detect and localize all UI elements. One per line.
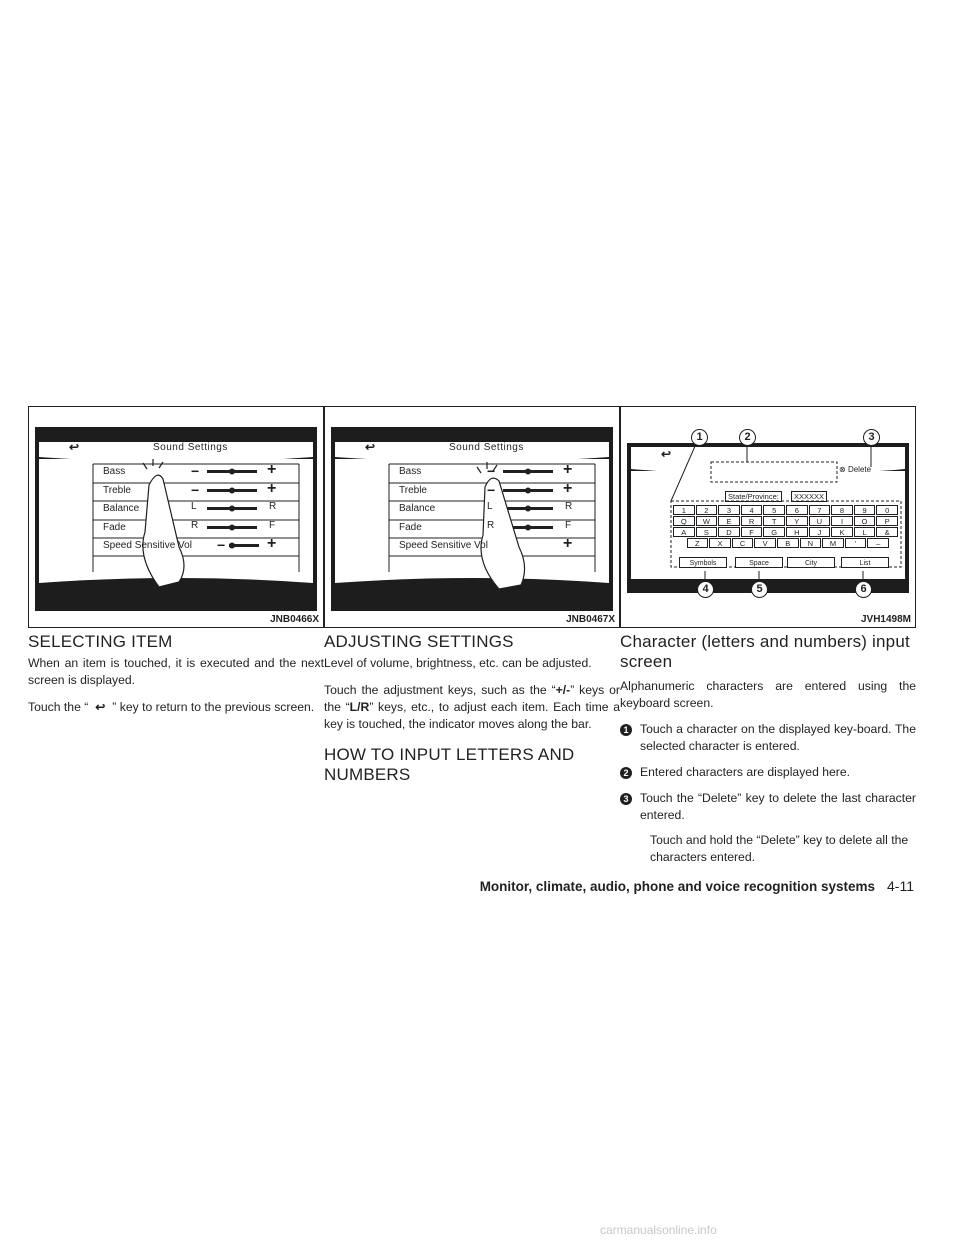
keyboard-key: – xyxy=(867,538,889,548)
list-item: 1 Touch a character on the displayed key-board. The selected character is entered. xyxy=(620,721,916,755)
plus-key: + xyxy=(563,480,573,497)
column-selecting-item xyxy=(28,632,324,716)
minus-key: − xyxy=(191,482,200,498)
delete-key: ⊗ Delete xyxy=(839,465,872,474)
keyboard-key: B xyxy=(777,538,799,548)
keyboard-key: 6 xyxy=(786,505,808,515)
keyboard-key: J xyxy=(809,527,831,537)
row-label-speed-sensitive-vol: Speed Sensitive Vol xyxy=(399,540,488,551)
keyboard-key: 1 xyxy=(673,505,695,515)
paragraph: When an item is touched, it is executed and the next screen is displayed. xyxy=(28,656,324,687)
row-label-speed-sensitive-vol: Speed Sensitive Vol xyxy=(103,540,192,551)
callout-3: 3 xyxy=(863,427,880,446)
fade-rear-key: R xyxy=(191,520,199,531)
fade-front-key: F xyxy=(565,520,572,531)
plus-key: + xyxy=(563,535,573,552)
list-item: 3 Touch the “Delete” key to delete the last character entered. xyxy=(620,790,916,824)
paragraph: Touch the “ ↩ ” key to return to the previous screen. xyxy=(28,700,315,714)
keyboard-key: A xyxy=(673,527,695,537)
column-adjusting-settings xyxy=(324,632,620,785)
note: Touch and hold the “Delete” key to delete all the characters entered. xyxy=(650,833,909,864)
back-icon: ↩ xyxy=(95,700,106,714)
keyboard-key: C xyxy=(732,538,754,548)
paragraph: Alphanumeric characters are entered using the keyboard screen. xyxy=(620,679,916,710)
figure-adjusting-settings xyxy=(324,406,620,628)
keyboard-function-key: City xyxy=(787,557,835,568)
keyboard-key: R xyxy=(741,516,763,526)
figure-character-input-screen xyxy=(620,406,916,628)
plus-key: + xyxy=(267,535,277,552)
minus-key: − xyxy=(487,482,496,498)
heading-character-input: Character (letters and numbers) input screen xyxy=(620,632,910,671)
keyboard-key: V xyxy=(754,538,776,548)
row-label-balance: Balance xyxy=(399,503,436,514)
minus-key: − xyxy=(191,463,200,479)
column-character-input xyxy=(620,632,916,866)
row-label-treble: Treble xyxy=(103,485,131,496)
keyboard-function-key: List xyxy=(841,557,889,568)
plus-key: + xyxy=(267,461,277,478)
row-label-balance: Balance xyxy=(103,503,140,514)
keyboard-key: N xyxy=(800,538,822,548)
keyboard-key: 8 xyxy=(831,505,853,515)
keyboard-key: Q xyxy=(673,516,695,526)
keyboard-key: 3 xyxy=(718,505,740,515)
keyboard-key: 4 xyxy=(741,505,763,515)
screen-title: Sound Settings xyxy=(449,442,524,453)
keyboard-key: P xyxy=(876,516,898,526)
state-province-label: State/Province: xyxy=(725,491,782,502)
keyboard-key: W xyxy=(696,516,718,526)
figure-code: JNB0466X xyxy=(270,614,319,625)
keyboard-key: L xyxy=(854,527,876,537)
list-item: 2 Entered characters are displayed here. xyxy=(620,764,916,781)
heading-selecting-item: SELECTING ITEM xyxy=(28,632,173,651)
keyboard-key: 2 xyxy=(696,505,718,515)
paragraph: Level of volume, brightness, etc. can be adjusted. xyxy=(324,656,592,670)
row-label-bass: Bass xyxy=(399,466,422,477)
keyboard-key: H xyxy=(786,527,808,537)
keyboard-key: I xyxy=(831,516,853,526)
callout-5: 5 xyxy=(751,579,768,598)
plus-key: + xyxy=(563,461,573,478)
keyboard-key: Y xyxy=(786,516,808,526)
keyboard-key: O xyxy=(854,516,876,526)
keyboard-key: K xyxy=(831,527,853,537)
figure-selecting-item xyxy=(28,406,324,628)
keyboard-key: ' xyxy=(845,538,867,548)
keyboard-key: Z xyxy=(687,538,709,548)
keyboard-key: D xyxy=(718,527,740,537)
plus-key: + xyxy=(267,480,277,497)
callout-6: 6 xyxy=(855,579,872,598)
heading-how-to-input: HOW TO INPUT LETTERS AND NUMBERS xyxy=(324,745,575,784)
keyboard-key: & xyxy=(876,527,898,537)
keyboard-key: 5 xyxy=(763,505,785,515)
callout-4: 4 xyxy=(697,579,714,598)
keyboard-key: F xyxy=(741,527,763,537)
keyboard-key: 9 xyxy=(854,505,876,515)
keyboard-key: U xyxy=(809,516,831,526)
figure-code: JNB0467X xyxy=(566,614,615,625)
screen-title: Sound Settings xyxy=(153,442,228,453)
figure-code: JVH1498M xyxy=(860,614,911,625)
page-number: 4-11 xyxy=(887,878,914,894)
keyboard-key: X xyxy=(709,538,731,548)
fade-front-key: F xyxy=(269,520,276,531)
heading-adjusting-settings: ADJUSTING SETTINGS xyxy=(324,632,514,651)
delete-icon: ⊗ xyxy=(839,465,846,474)
row-label-treble: Treble xyxy=(399,485,427,496)
callout-1: 1 xyxy=(691,427,708,446)
minus-key: − xyxy=(487,463,496,479)
row-label-fade: Fade xyxy=(103,522,126,533)
keyboard-key: T xyxy=(763,516,785,526)
watermark: carmanualsonline.info xyxy=(600,1223,717,1237)
keyboard-key: S xyxy=(696,527,718,537)
page-footer xyxy=(480,878,914,894)
balance-left-key: L xyxy=(191,501,197,512)
back-icon: ↩ xyxy=(69,440,80,454)
section-title: Monitor, climate, audio, phone and voice recognition systems xyxy=(479,879,876,894)
back-icon: ↩ xyxy=(365,440,376,454)
state-province-value: XXXXXX xyxy=(791,491,827,502)
balance-left-key: L xyxy=(487,501,493,512)
fade-rear-key: R xyxy=(487,520,495,531)
keyboard-key: M xyxy=(822,538,844,548)
keyboard-key: E xyxy=(718,516,740,526)
row-label-fade: Fade xyxy=(399,522,422,533)
balance-right-key: R xyxy=(565,501,573,512)
keyboard-key: 7 xyxy=(809,505,831,515)
minus-key: − xyxy=(217,537,226,553)
keyboard-key: G xyxy=(763,527,785,537)
row-label-bass: Bass xyxy=(103,466,126,477)
paragraph: Touch the adjustment keys, such as the “+/-” keys or the “L/R” keys, etc., to adjust each item. Each time a key is touched, the indicator moves along the bar. xyxy=(324,683,620,731)
callout-2: 2 xyxy=(739,427,756,446)
keyboard-key: 0 xyxy=(876,505,898,515)
keyboard-function-key: Symbols xyxy=(679,557,727,568)
back-icon: ↩ xyxy=(661,447,672,461)
keyboard-function-key: Space xyxy=(735,557,783,568)
balance-right-key: R xyxy=(269,501,277,512)
